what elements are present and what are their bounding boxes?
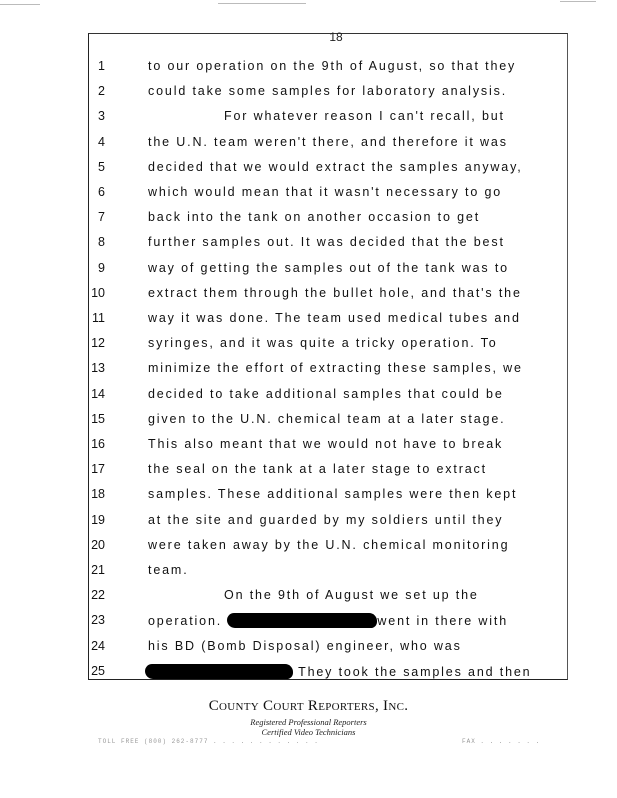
line-number: 1 (98, 59, 105, 73)
line-number: 20 (91, 537, 105, 552)
transcript-line (0, 613, 617, 638)
line-text: samples. These additional samples were then kept (148, 487, 518, 502)
text-before-redaction: operation. (148, 614, 228, 629)
contact-phone: TOLL FREE (800) 262-8777 . . . . . . . . . . . . (98, 738, 319, 745)
redaction-mark (227, 613, 377, 628)
scan-artifact (218, 3, 306, 4)
line-number: 24 (91, 638, 105, 653)
line-text: This also meant that we would not have to break (148, 437, 504, 451)
line-number: 13 (91, 361, 105, 376)
transcript-line (0, 286, 617, 311)
transcript-line (0, 135, 617, 160)
line-number: 9 (98, 260, 105, 275)
line-number: 25 (91, 663, 105, 678)
line-number: 11 (92, 311, 105, 325)
line-text: his BD (Bomb Disposal) engineer, who was (148, 638, 462, 653)
transcript-line (0, 210, 617, 235)
line-text: On the 9th of August we set up the (224, 588, 479, 603)
line-text: decided that we would extract the samples anyway, (148, 159, 523, 174)
transcript-line (0, 412, 617, 437)
transcript-line (0, 235, 617, 260)
line-text: decided to take additional samples that could be (148, 386, 504, 401)
line-number: 18 (91, 487, 105, 502)
line-number: 12 (91, 336, 105, 351)
line-number: 7 (98, 210, 105, 225)
line-number: 5 (98, 159, 105, 174)
transcript-line (0, 84, 617, 109)
line-text: at the site and guarded by my soldiers until they (148, 512, 504, 527)
line-text: extract them through the bullet hole, and that's the (148, 285, 522, 300)
line-number: 2 (98, 84, 105, 99)
line-text: minimize the effort of extracting these samples, we (148, 361, 523, 376)
court-reporter-company: County Court Reporters, Inc. (208, 698, 409, 714)
line-number: 14 (91, 386, 105, 401)
line-text (148, 613, 508, 628)
line-number: 8 (98, 235, 105, 250)
page-number: 18 (329, 30, 343, 44)
transcript-line (0, 437, 617, 462)
transcript-line (0, 59, 617, 84)
transcript-line (0, 639, 617, 664)
line-number: 16 (91, 437, 105, 451)
transcript-line (0, 588, 617, 613)
line-number: 22 (91, 588, 105, 603)
transcript-line (0, 563, 617, 588)
transcript-line (0, 160, 617, 185)
line-number: 6 (98, 185, 105, 199)
transcript-line (0, 185, 617, 210)
line-number: 21 (91, 563, 105, 577)
redaction-mark (145, 664, 293, 679)
line-number: 10 (91, 285, 105, 300)
transcript-line (0, 664, 617, 689)
contact-fax: FAX . . . . . . . (462, 738, 541, 745)
line-text: to our operation on the 9th of August, so that they (148, 59, 517, 73)
line-text: further samples out. It was decided that the best (148, 235, 505, 250)
line-text: could take some samples for laboratory analysis. (148, 84, 508, 99)
text-after-redaction: went in there with (377, 614, 508, 629)
transcript-line (0, 462, 617, 487)
line-text: For whatever reason I can't recall, but (224, 109, 505, 124)
line-number: 15 (91, 411, 105, 426)
transcript-line (0, 513, 617, 538)
line-number: 17 (91, 462, 105, 477)
transcript-line (0, 261, 617, 286)
transcript-line (0, 538, 617, 563)
line-text: team. (148, 563, 189, 577)
line-text: which would mean that it wasn't necessary to go (148, 185, 503, 199)
transcript-line (0, 361, 617, 386)
scan-artifact (560, 1, 596, 2)
scan-artifact (0, 4, 40, 5)
transcript-line (0, 387, 617, 412)
transcript-line (0, 336, 617, 361)
line-number: 4 (98, 134, 105, 149)
line-text: the seal on the tank at a later stage to extract (148, 462, 487, 477)
line-text: given to the U.N. chemical team at a later stage. (148, 411, 506, 426)
tagline-certified: Certified Video Technicians (261, 727, 356, 737)
tagline-registered: Registered Professional Reporters (250, 717, 367, 727)
transcript-line (0, 487, 617, 512)
text-after-redaction: They took the samples and then (293, 664, 532, 679)
line-number: 19 (91, 512, 105, 527)
transcript-line (0, 311, 617, 336)
line-text: way of getting the samples out of the tank was to (148, 260, 509, 275)
line-text: were taken away by the U.N. chemical monitoring (148, 537, 510, 552)
line-text: the U.N. team weren't there, and therefore it was (148, 134, 508, 149)
line-number: 3 (98, 109, 105, 124)
line-text: syringes, and it was quite a tricky operation. To (148, 336, 498, 351)
transcript-line (0, 109, 617, 134)
line-number: 23 (91, 613, 105, 628)
line-text (145, 664, 531, 679)
line-text: back into the tank on another occasion to get (148, 210, 481, 225)
line-text: way it was done. The team used medical tubes and (148, 311, 521, 325)
